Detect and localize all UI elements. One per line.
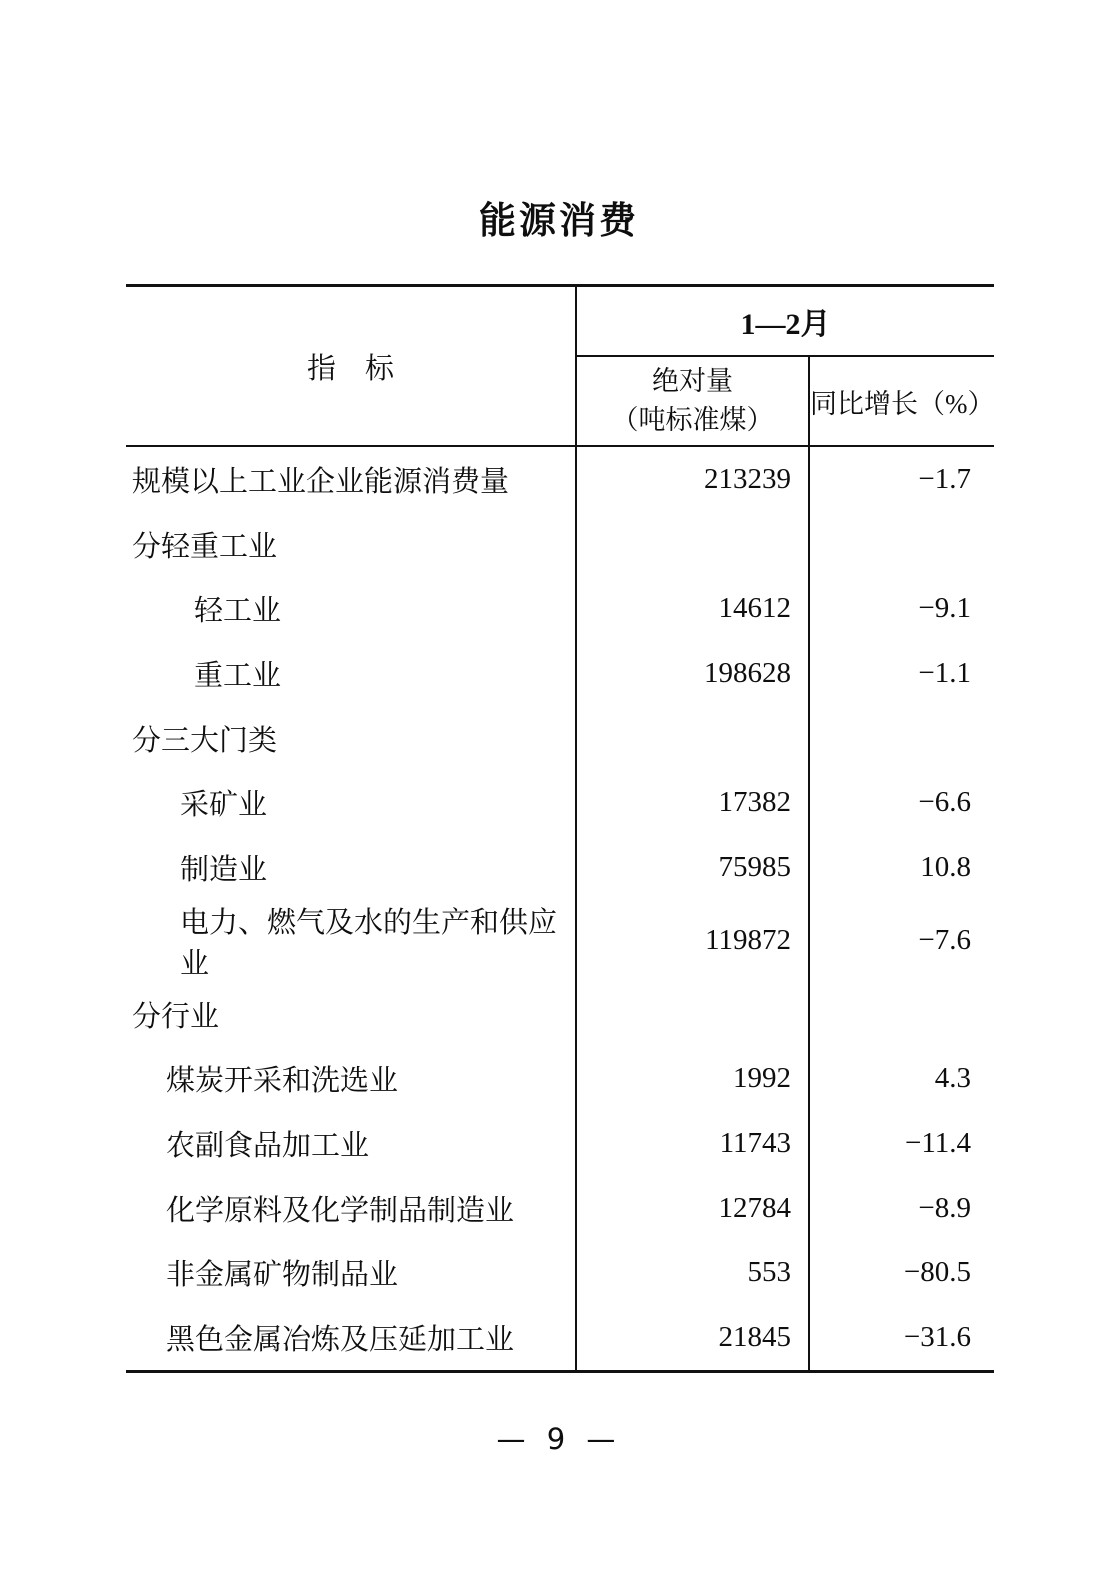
row-absolute-value: 553 [577, 1241, 810, 1306]
table-row [126, 1176, 994, 1241]
row-absolute-value: 17382 [577, 770, 810, 835]
row-absolute-value: 1992 [577, 1047, 810, 1112]
table-row [126, 1305, 994, 1370]
row-indicator-label: 规模以上工业企业能源消费量 [126, 447, 577, 512]
row-growth-value: −31.6 [903, 1321, 971, 1354]
row-growth-value: −7.6 [918, 924, 971, 957]
row-absolute-value: 75985 [577, 835, 810, 900]
row-indicator-label: 农副食品加工业 [126, 1111, 577, 1176]
row-growth-value [810, 706, 994, 771]
row-growth-value: −11.4 [904, 1127, 971, 1160]
page-title: 能源消费 [479, 199, 639, 242]
row-growth-value: −9.1 [918, 592, 971, 625]
row-growth-value: −80.5 [903, 1256, 971, 1289]
table-row [126, 706, 994, 771]
row-growth-value: −1.1 [918, 656, 971, 689]
row-indicator-label: 电力、燃气及水的生产和供应业 [126, 900, 577, 982]
row-absolute-value [577, 706, 810, 771]
period-header-group [577, 287, 994, 445]
row-indicator-label: 采矿业 [126, 770, 577, 835]
table-row [126, 641, 994, 706]
row-absolute-value [577, 512, 810, 577]
table-header [126, 287, 994, 447]
table-row [126, 770, 994, 835]
row-growth-value: −6.6 [918, 786, 971, 819]
row-indicator-label: 黑色金属冶炼及压延加工业 [126, 1305, 577, 1370]
table-row [126, 447, 994, 512]
row-indicator-label: 分行业 [126, 982, 577, 1047]
table-row [126, 982, 994, 1047]
row-indicator-label: 制造业 [126, 835, 577, 900]
row-absolute-value: 21845 [577, 1305, 810, 1370]
row-indicator-label: 非金属矿物制品业 [126, 1241, 577, 1306]
absolute-amount-unit: （吨标准煤） [611, 405, 774, 435]
row-indicator-label: 重工业 [126, 641, 577, 706]
row-growth-value: 10.8 [920, 850, 971, 883]
table-row [126, 1241, 994, 1306]
row-absolute-value: 14612 [577, 576, 810, 641]
row-growth-value: −8.9 [918, 1191, 971, 1224]
row-indicator-label: 轻工业 [126, 576, 577, 641]
sub-header-row [577, 357, 994, 445]
period-column-header: 1—2月 [577, 287, 994, 357]
table-row [126, 1047, 994, 1112]
indicator-column-header: 指 标 [126, 287, 577, 445]
absolute-amount-column-header [577, 357, 810, 445]
row-indicator-label: 分轻重工业 [126, 512, 577, 577]
row-absolute-value: 119872 [577, 900, 810, 982]
row-growth-value: −1.7 [918, 462, 971, 495]
growth-column-header: 同比增长（%） [810, 388, 995, 419]
table-body [126, 447, 994, 1370]
absolute-amount-label: 绝对量 [652, 365, 733, 396]
row-growth-value: 4.3 [934, 1062, 971, 1095]
table-row [126, 1111, 994, 1176]
row-absolute-value: 198628 [577, 641, 810, 706]
row-growth-value [810, 982, 994, 1047]
row-indicator-label: 煤炭开采和洗选业 [126, 1047, 577, 1112]
table-row [126, 576, 994, 641]
row-absolute-value: 12784 [577, 1176, 810, 1241]
row-indicator-label: 化学原料及化学制品制造业 [126, 1176, 577, 1241]
page-number: — 9 — [496, 1422, 622, 1456]
table-row [126, 900, 994, 982]
table-row [126, 835, 994, 900]
row-growth-value [810, 512, 994, 577]
row-absolute-value: 11743 [577, 1111, 810, 1176]
row-absolute-value: 213239 [577, 447, 810, 512]
energy-consumption-table [126, 284, 994, 1373]
row-indicator-label: 分三大门类 [126, 706, 577, 771]
table-row [126, 512, 994, 577]
row-absolute-value [577, 982, 810, 1047]
